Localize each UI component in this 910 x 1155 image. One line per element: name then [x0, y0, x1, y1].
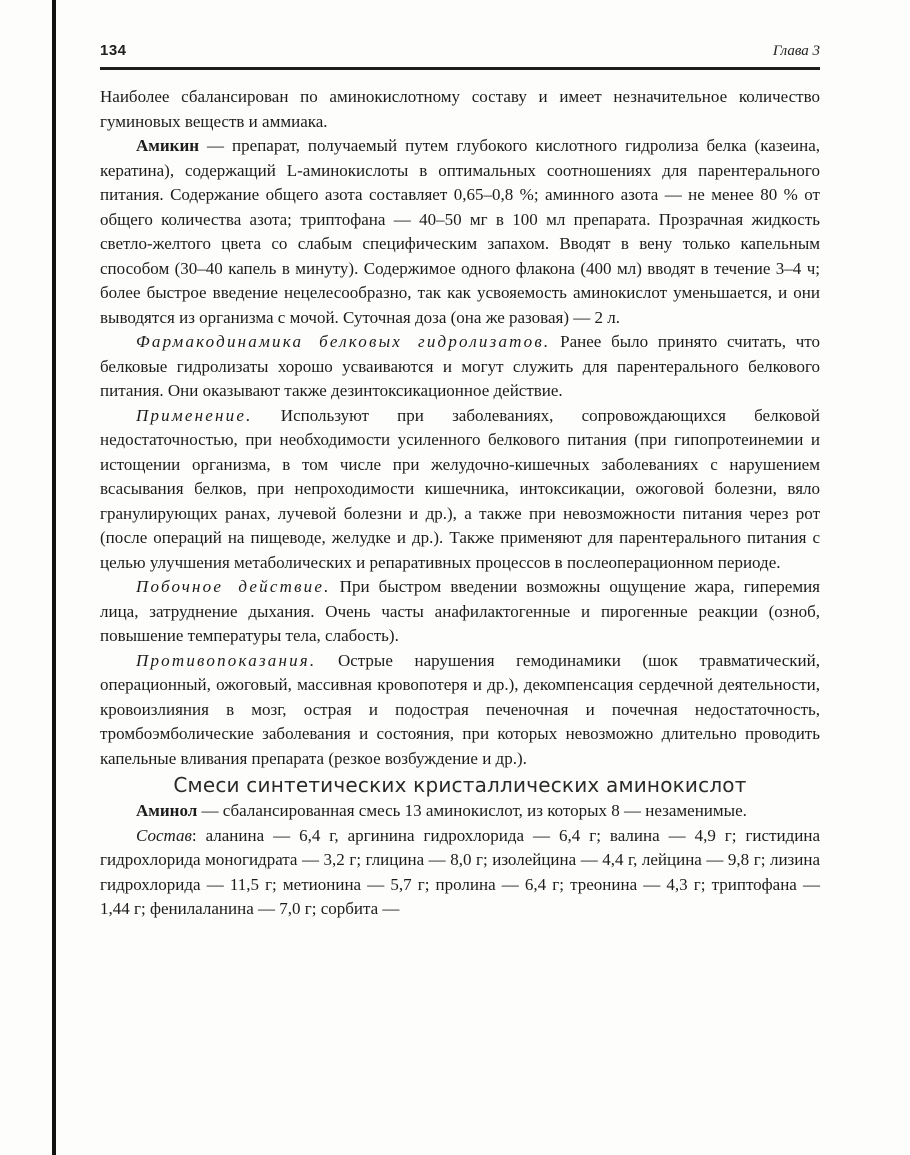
paragraph-contraindications: [100, 649, 820, 772]
chapter-label: Глава 3: [772, 43, 820, 59]
paragraph-pharmacodynamics: [100, 330, 820, 404]
paragraph-application: [100, 404, 820, 576]
paragraph-composition: [100, 824, 820, 922]
paragraph-application-text: Используют при заболеваниях, сопровождающихся белковой недостаточностью, при необходимости усиленного белкового питания (при гипопротеинемии и истощении организма, в том числе при желудочно-кишечных заболеваниях с нарушением всасывания белков, при непроходимости кишечника, интоксикации, ожоговой болезни, вяло гранулирующих ранах, лучевой болезни и др.), а также при невозможности питания через рот (после операций на пищеводе, желудке и др.). Также применяют для парентерального питания с целью улучшения метаболических и репаративных процессов в послеоперационном периоде.: [100, 405, 820, 572]
drug-name-amikin: Амикин: [136, 136, 200, 155]
paragraph-aminol-text: — сбалансированная смесь 13 аминокислот, из которых 8 — незаменимые.: [197, 801, 747, 820]
paragraph-intro: [100, 85, 820, 134]
paragraph-intro-text: Наиболее сбалансирован по аминокислотному составу и имеет незначительное количество гуминовых веществ и аммиака.: [100, 87, 820, 131]
contraindications-heading: Противопоказания.: [136, 650, 317, 670]
paragraph-amikin-text: — препарат, получаемый путем глубокого кислотного гидролиза белка (казеина, кератина), содержащий L-аминокислоты в оптимальных соотношениях для парентерального питания. Содержание общего азота составляет 0,65–0,8 %; аминного азота — не менее 80 % от общего количества азота; триптофана — 40–50 мг в 100 мл препарата. Прозрачная жидкость светло-желтого цвета со слабым специфическим запахом. Вводят в вену только капельным способом (30–40 капель в минуту). Содержимое одного флакона (400 мл) вводят в течение 3–4 ч; более быстрое введение нецелесообразно, так как усвояемость аминокислот уменьшается, и они выводятся из организма с мочой. Суточная доза (она же разовая) — 2 л.: [100, 136, 820, 327]
book-spine-shadow: [52, 0, 56, 1155]
paragraph-side-effects-text: При быстром введении возможны ощущение жара, гиперемия лица, затруднение дыхания. Очень часты анафилактогенные и пирогенные реакции (озноб, повышение температуры тела, слабость).: [100, 577, 821, 645]
page-body-text: [100, 85, 820, 922]
pharmacodynamics-heading: Фармакодинамика белковых гидролизатов.: [136, 332, 551, 351]
running-header: [100, 0, 820, 60]
book-page: [100, 0, 820, 922]
composition-heading: Состав: [136, 825, 192, 845]
paragraph-pharmacodynamics-text: Ранее было принято считать, что белковые гидролизаты хорошо усваиваются и могут служить для парентерального белкового питания. Они оказывают также дезинтоксикационное действие.: [100, 332, 821, 400]
paragraph-side-effects: [100, 575, 820, 649]
paragraph-aminol: [100, 799, 820, 824]
side-effects-heading: Побочное действие.: [136, 577, 331, 596]
drug-name-aminol: Аминол: [136, 801, 198, 820]
application-heading: Применение.: [136, 405, 253, 425]
paragraph-composition-text: : аланина — 6,4 г, аргинина гидрохлорида — 6,4 г; валина — 4,9 г; гистидина гидрохлорида моногидрата — 3,2 г; глицина — 8,0 г; изолейцина — 4,4 г, лейцина — 9,8 г; лизина гидрохлорида — 11,5 г; метионина — 5,7 г; пролина — 6,4 г; треонина — 4,3 г; триптофана — 1,44 г; фенилаланина — 7,0 г; сорбита —: [100, 825, 820, 918]
header-rule: [100, 67, 820, 70]
section-heading: Смеси синтетических кристаллических аминокислот: [173, 773, 747, 797]
paragraph-contraindications-text: Острые нарушения гемодинамики (шок травматический, операционный, ожоговый, массивная кровопотеря и др.), декомпенсация сердечной деятельности, кровоизлияния в мозг, острая и подострая печеночная и почечная недостаточность, тромбоэмболические заболевания и состояния, при которых невозможно длительно проводить капельные вливания препарата (резкое возбуждение и др.).: [100, 650, 820, 768]
page-number: 134: [100, 42, 127, 59]
paragraph-amikin: [100, 134, 820, 330]
